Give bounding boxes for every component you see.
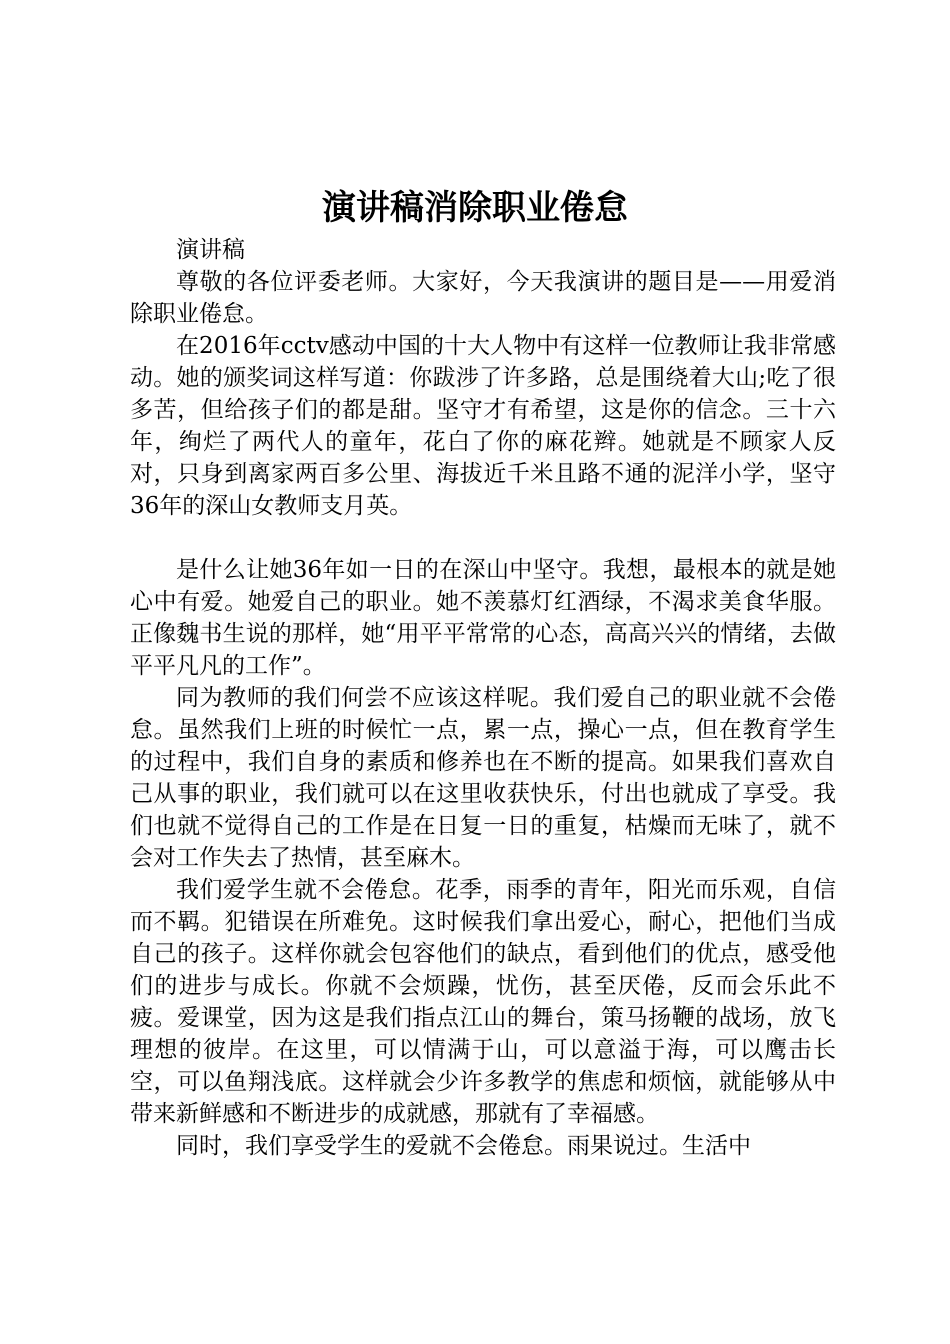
document-body: [130, 234, 836, 1162]
paragraph-greeting: 尊敬的各位评委老师。大家好，今天我演讲的题目是——用爱消除职业倦怠。: [130, 269, 836, 327]
paragraph-cctv-story: 在2016年cctv感动中国的十大人物中有这样一位教师让我非常感动。她的颁奖词这样写道：你跋涉了许多路，总是围绕着大山;吃了很多苦，但给孩子们的都是甜。坚守才有希望，这是你的信念。三十六年，绚烂了两代人的童年，花白了你的麻花辫。她就是不顾家人反对，只身到离家两百多公里、海拔近千米且路不通的泥洋小学，坚守36年的深山女教师支月英。: [130, 333, 836, 519]
paragraph-teachers: 同为教师的我们何尝不应该这样呢。我们爱自己的职业就不会倦怠。虽然我们上班的时候忙一点，累一点，操心一点，但在教育学生的过程中，我们自身的素质和修养也在不断的提高。如果我们喜欢自己从事的职业，我们就可以在这里收获快乐，付出也就成了享受。我们也就不觉得自己的工作是在日复一日的重复，枯燥而无味了，就不会对工作失去了热情，甚至麻木。: [130, 685, 836, 871]
document-title: 演讲稿消除职业倦怠: [322, 188, 628, 228]
paragraph-spacer: [130, 522, 836, 554]
paragraph-label: 演讲稿: [176, 237, 245, 263]
paragraph-love-profession: 是什么让她36年如一日的在深山中坚守。我想，最根本的就是她心中有爱。她爱自己的职业。她不羡慕灯红酒绿，不渴求美食华服。正像魏书生说的那样，她“用平平常常的心态，高高兴兴的情绪，去做平平凡凡的工作”。: [130, 557, 836, 679]
paragraph-love-students: 我们爱学生就不会倦怠。花季，雨季的青年，阳光而乐观，自信而不羁。犯错误在所难免。这时候我们拿出爱心，耐心，把他们当成自己的孩子。这样你就会包容他们的缺点，看到他们的优点，感受他们的进步与成长。你就不会烦躁，忧伤，甚至厌倦，反而会乐此不疲。爱课堂，因为这是我们指点江山的舞台，策马扬鞭的战场，放飞理想的彼岸。在这里，可以情满于山，可以意溢于海，可以鹰击长空，可以鱼翔浅底。这样就会少许多教学的焦虑和烦恼，就能够从中带来新鲜感和不断进步的成就感，那就有了幸福感。: [130, 877, 836, 1127]
paragraph-enjoy-love: 同时，我们享受学生的爱就不会倦怠。雨果说过。生活中: [176, 1133, 751, 1159]
